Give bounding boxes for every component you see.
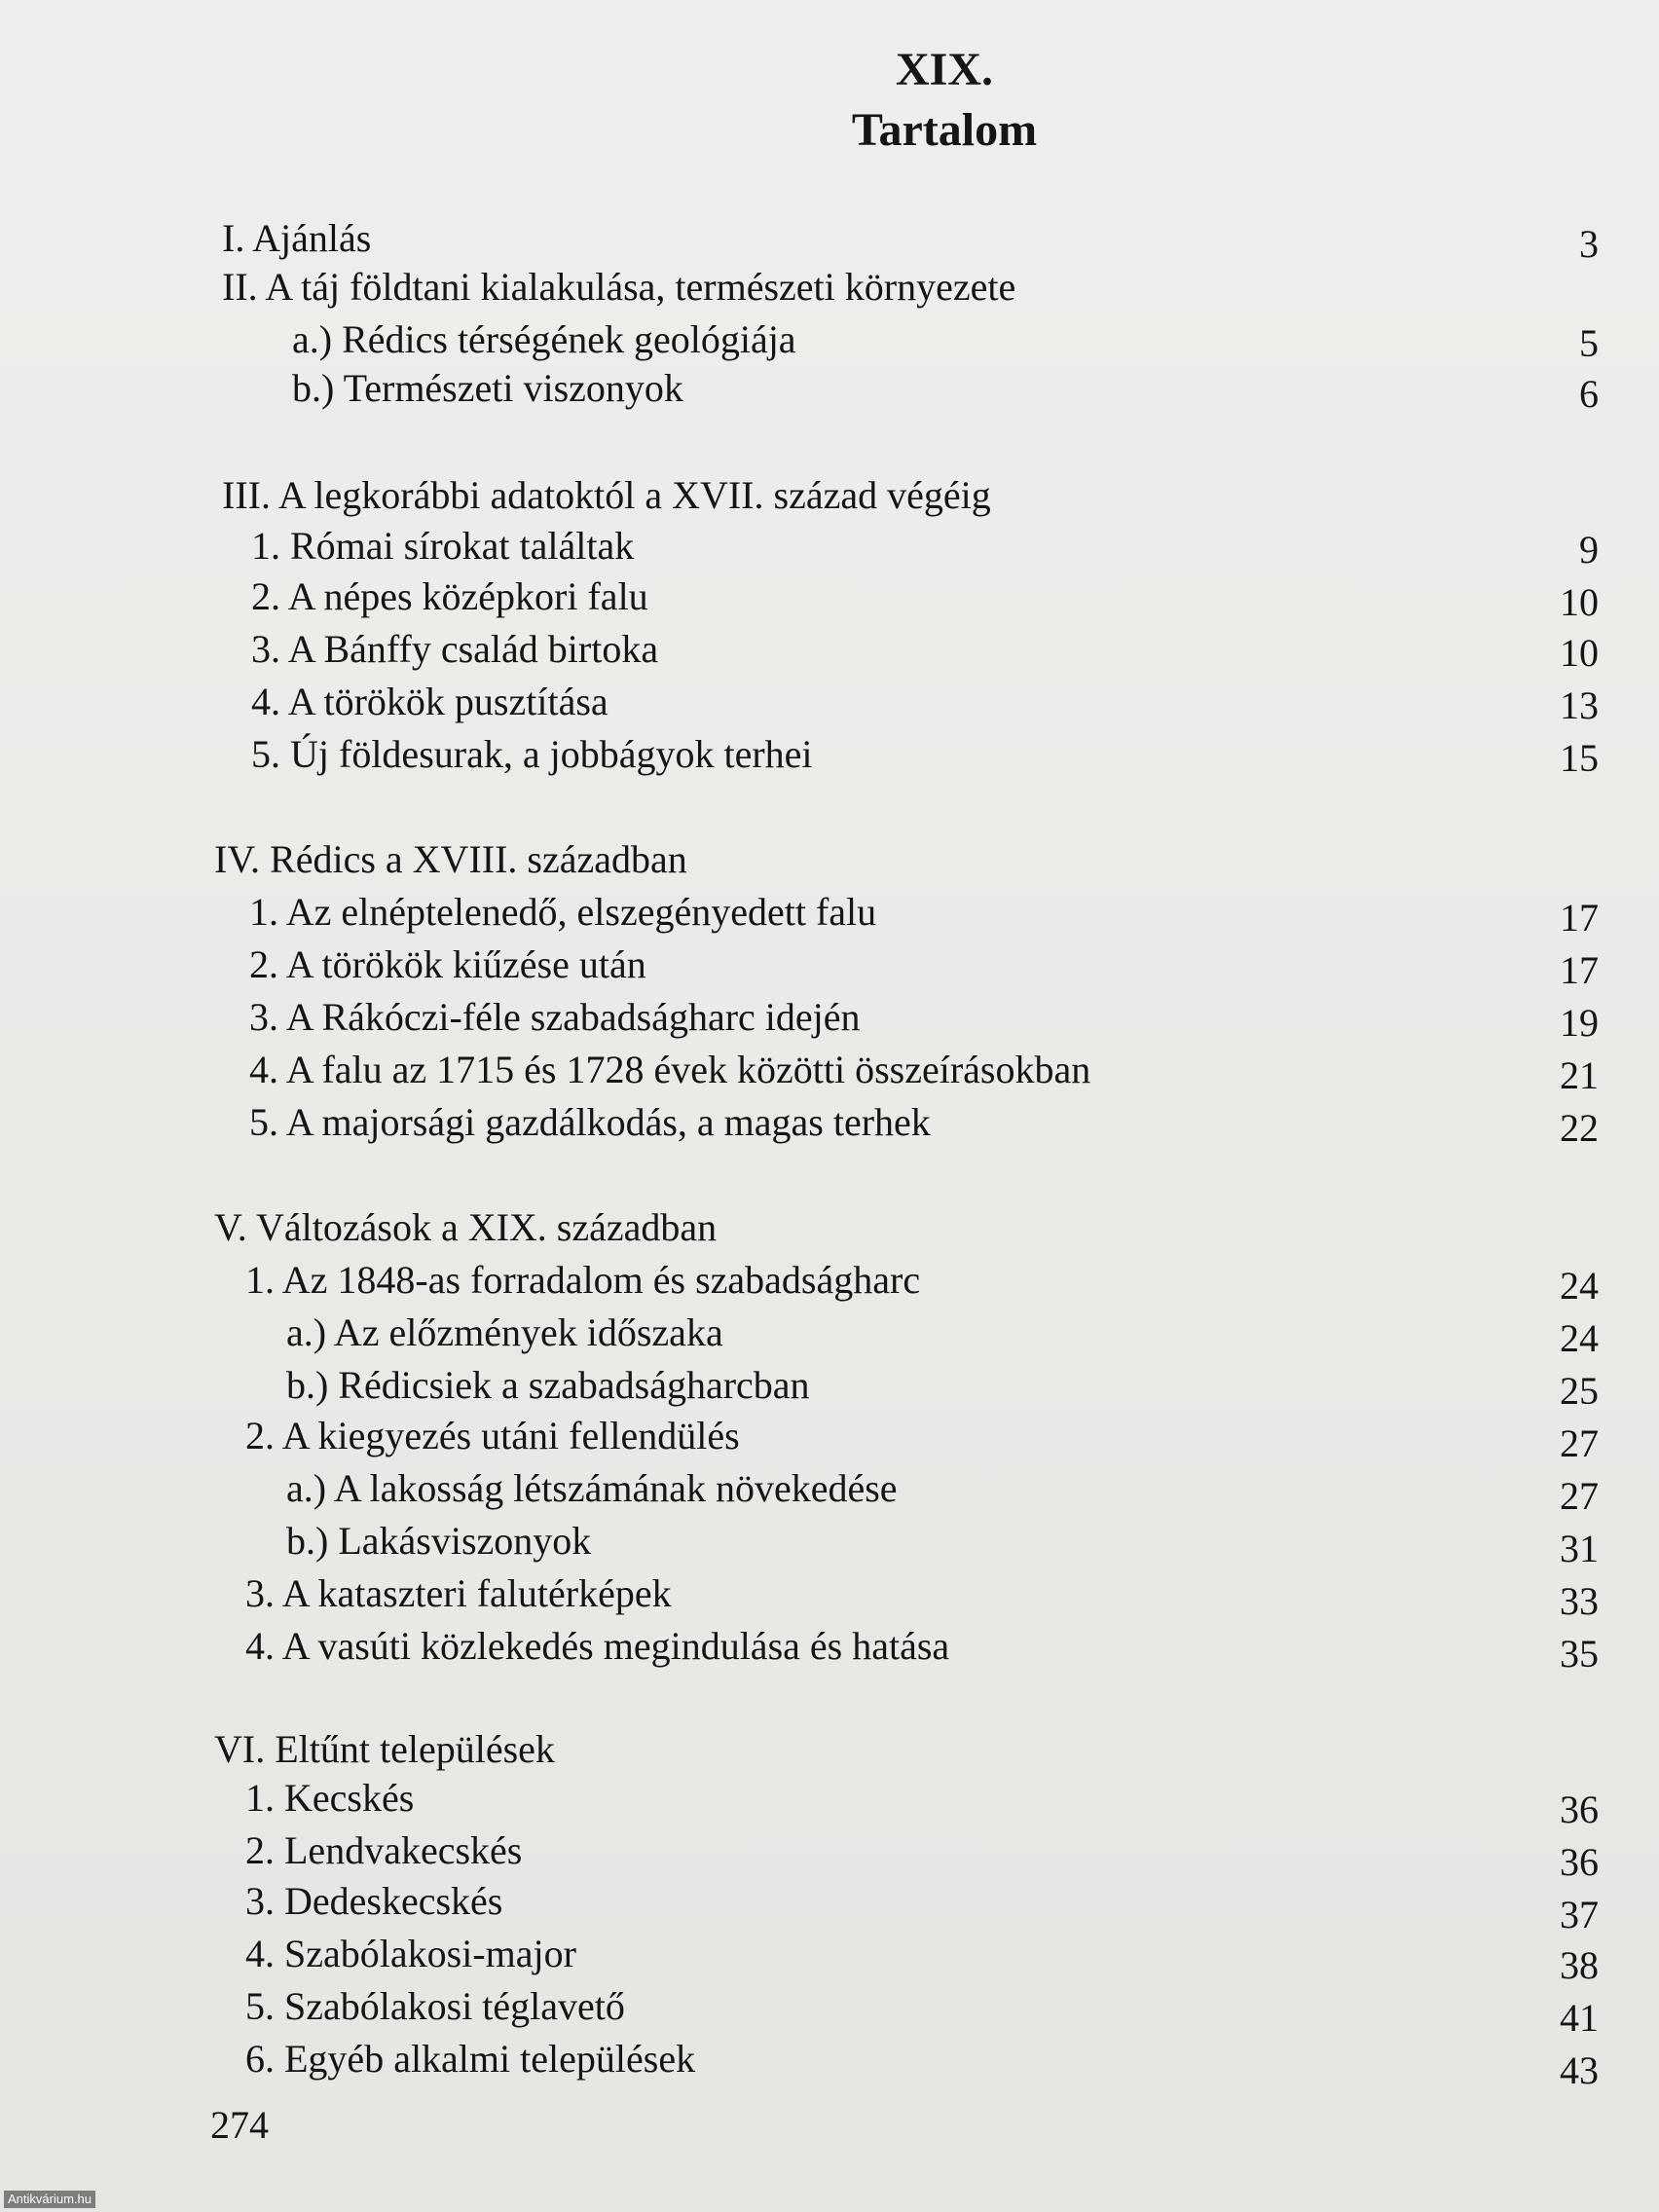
toc-entry-text: a.) A lakosság létszámának növekedése: [286, 1466, 898, 1510]
toc-page-number: 22: [1560, 1106, 1599, 1150]
toc-entry-text: 5. Új földesurak, a jobbágyok terhei: [251, 732, 813, 776]
chapter-number: XIX.: [895, 44, 993, 95]
toc-entry-text: 1. Az elnéptelenedő, elszegényedett falu: [249, 890, 877, 934]
toc-page-number: 24: [1560, 1316, 1599, 1360]
toc-entry-text: 4. Szabólakosi-major: [245, 1932, 576, 1975]
toc-entry-text: II. A táj földtani kialakulása, természeti környezete: [222, 265, 1016, 309]
toc-entry-text: 4. A vasúti közlekedés megindulása és hatása: [245, 1624, 950, 1668]
toc-entry-text: 1. Az 1848-as forradalom és szabadságharc: [245, 1258, 921, 1302]
toc-entry-text: 1. Római sírokat találtak: [251, 524, 635, 568]
toc-entry-text: 1. Kecskés: [245, 1776, 415, 1820]
toc-entry-text: VI. Eltűnt települések: [214, 1727, 555, 1771]
toc-page-number: 9: [1579, 528, 1599, 571]
toc-entry-text: V. Változások a XIX. században: [214, 1205, 718, 1249]
toc-entry-text: b.) Lakásviszonyok: [286, 1519, 592, 1563]
toc-entry-text: 4. A törökök pusztítása: [251, 680, 608, 723]
toc-page-number: 3: [1579, 222, 1599, 266]
toc-page-number: 15: [1560, 736, 1599, 780]
toc-page-number: 6: [1579, 372, 1599, 416]
toc-page-number: 17: [1560, 948, 1599, 992]
toc-entry-text: 4. A falu az 1715 és 1728 évek közötti összeírásokban: [249, 1048, 1091, 1091]
toc-page-number: 36: [1560, 1840, 1599, 1884]
toc-entry-text: 2. A törökök kiűzése után: [249, 942, 646, 986]
page-title: Tartalom: [851, 104, 1038, 156]
toc-page-number: 36: [1560, 1788, 1599, 1831]
toc-page-number: 27: [1560, 1421, 1599, 1465]
toc-page-number: 41: [1560, 1996, 1599, 2040]
toc-page-number: 25: [1560, 1369, 1599, 1413]
toc-entry-text: 5. A majorsági gazdálkodás, a magas terhek: [249, 1100, 931, 1144]
toc-entry-text: a.) Rédics térségének geológiája: [292, 317, 796, 361]
toc-entry-text: 2. Lendvakecskés: [245, 1828, 523, 1872]
toc-page-number: 19: [1560, 1001, 1599, 1045]
toc-entry-text: IV. Rédics a XVIII. században: [214, 837, 687, 881]
toc-page-number: 24: [1560, 1264, 1599, 1308]
toc-page-number: 31: [1560, 1527, 1599, 1570]
toc-page-number: 21: [1560, 1053, 1599, 1097]
toc-page-number: 5: [1579, 321, 1599, 365]
toc-page-number: 13: [1560, 683, 1599, 727]
toc-entry-text: III. A legkorábbi adatoktól a XVII. század végéig: [222, 473, 991, 517]
watermark: Antikvárium.hu: [4, 2191, 95, 2208]
toc-page-number: 43: [1560, 2048, 1599, 2092]
toc-entry-text: 6. Egyéb alkalmi települések: [245, 2037, 696, 2081]
toc-entry-text: I. Ajánlás: [222, 216, 372, 260]
toc-entry-text: 3. A Rákóczi-féle szabadságharc idején: [249, 995, 861, 1039]
toc-entry-text: 2. A népes középkori falu: [251, 574, 648, 618]
toc-entry-text: a.) Az előzmények időszaka: [286, 1310, 723, 1354]
toc-page-number: 27: [1560, 1474, 1599, 1518]
toc-entry-text: 3. A kataszteri falutérképek: [245, 1571, 672, 1615]
toc-page-number: 37: [1560, 1893, 1599, 1936]
toc-page-number: 35: [1560, 1632, 1599, 1676]
toc-entry-text: 3. Dedeskecskés: [245, 1879, 503, 1923]
toc-entry-text: 3. A Bánffy család birtoka: [251, 627, 659, 671]
toc-page-number: 10: [1560, 580, 1599, 624]
toc-entry-text: 2. A kiegyezés utáni fellendülés: [245, 1414, 740, 1457]
page-number: 274: [210, 2103, 269, 2147]
toc-entry-text: 5. Szabólakosi téglavető: [245, 1984, 625, 2028]
toc-page-number: 10: [1560, 631, 1599, 675]
toc-page-number: 38: [1560, 1943, 1599, 1987]
toc-entry-text: b.) Természeti viszonyok: [292, 366, 683, 410]
toc-page-number: 33: [1560, 1579, 1599, 1623]
toc-entry-text: b.) Rédicsiek a szabadságharcban: [286, 1363, 810, 1407]
toc-page-number: 17: [1560, 896, 1599, 940]
